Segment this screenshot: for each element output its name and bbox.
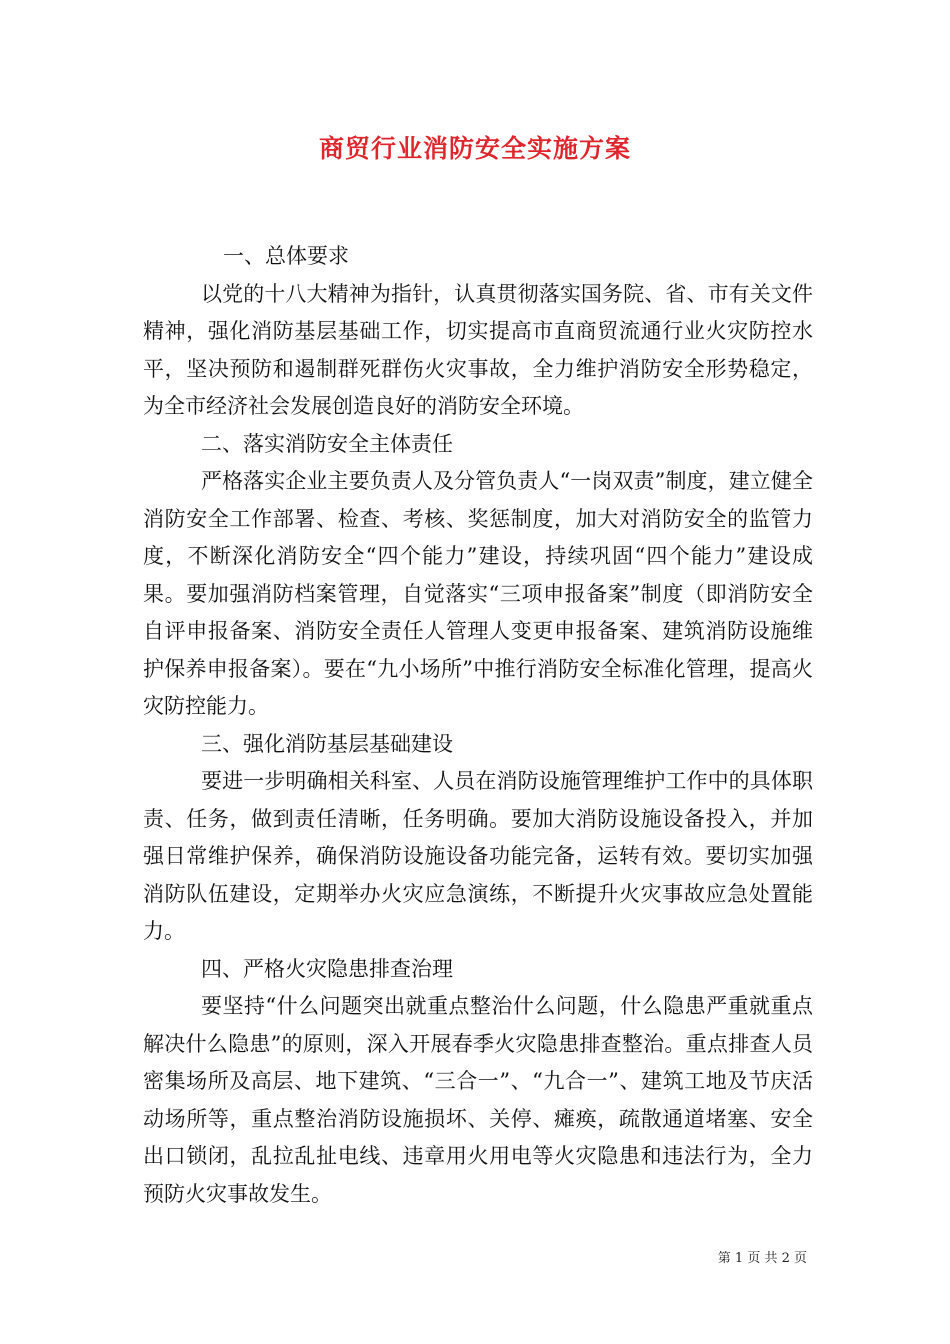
section-heading: 一、总体要求 — [223, 244, 349, 268]
page-number: 第 1 页 共 2 页 — [717, 1251, 807, 1266]
section-paragraph: 严格落实企业主要负责人及分管负责人“一岗双责”制度，建立健全消防安全工作部署、检查、考核、奖惩制度，加大对消防安全的监管力度，不断深化消防安全“四个能力”建设，持续巩固“四个能力”建设成果。要加强消防档案管理，自觉落实“三项申报备案”制度（即消防安全自评申报备案、消防安全责任人管理人变更申报备案、建筑消防设施维护保养申报备案）。要在“九小场所”中推行消防安全标准化管理，提高火灾防控能力。 — [143, 469, 813, 718]
section-heading: 二、落实消防安全主体责任 — [201, 431, 453, 456]
document-title: 商贸行业消防安全实施方案 — [318, 134, 631, 163]
section-paragraph: 要坚持“什么问题突出就重点整治什么问题，什么隐患严重就重点解决什么隐患”的原则，深入开展春季火灾隐患排查整治。重点排查人员密集场所及高层、地下建筑、“三合一”、“九合一”、建筑工地及节庆活动场所等，重点整治消防设施损坏、关停、瘫痪，疏散通道堵塞、安全出口锁闭，乱拉乱扯电线、违章用火用电等火灾隐患和违法行为，全力预防火灾事故发生。 — [143, 994, 813, 1206]
section-paragraph: 要进一步明确相关科室、人员在消防设施管理维护工作中的具体职责、任务，做到责任清晰，任务明确。要加大消防设施设备投入，并加强日常维护保养，确保消防设施设备功能完备，运转有效。要切实加强消防队伍建设，定期举办火灾应急演练，不断提升火灾事故应急处置能力。 — [143, 769, 813, 943]
section-heading: 四、严格火灾隐患排查治理 — [201, 956, 453, 981]
section-paragraph: 以党的十八大精神为指针，认真贯彻落实国务院、省、市有关文件精神，强化消防基层基础工作，切实提高市直商贸流通行业火灾防控水平，坚决预防和遏制群死群伤火灾事故，全力维护消防安全形势稳定，为全市经济社会发展创造良好的消防安全环境。 — [143, 281, 813, 418]
section-heading: 三、强化消防基层基础建设 — [201, 731, 453, 756]
document-body — [143, 238, 813, 1213]
